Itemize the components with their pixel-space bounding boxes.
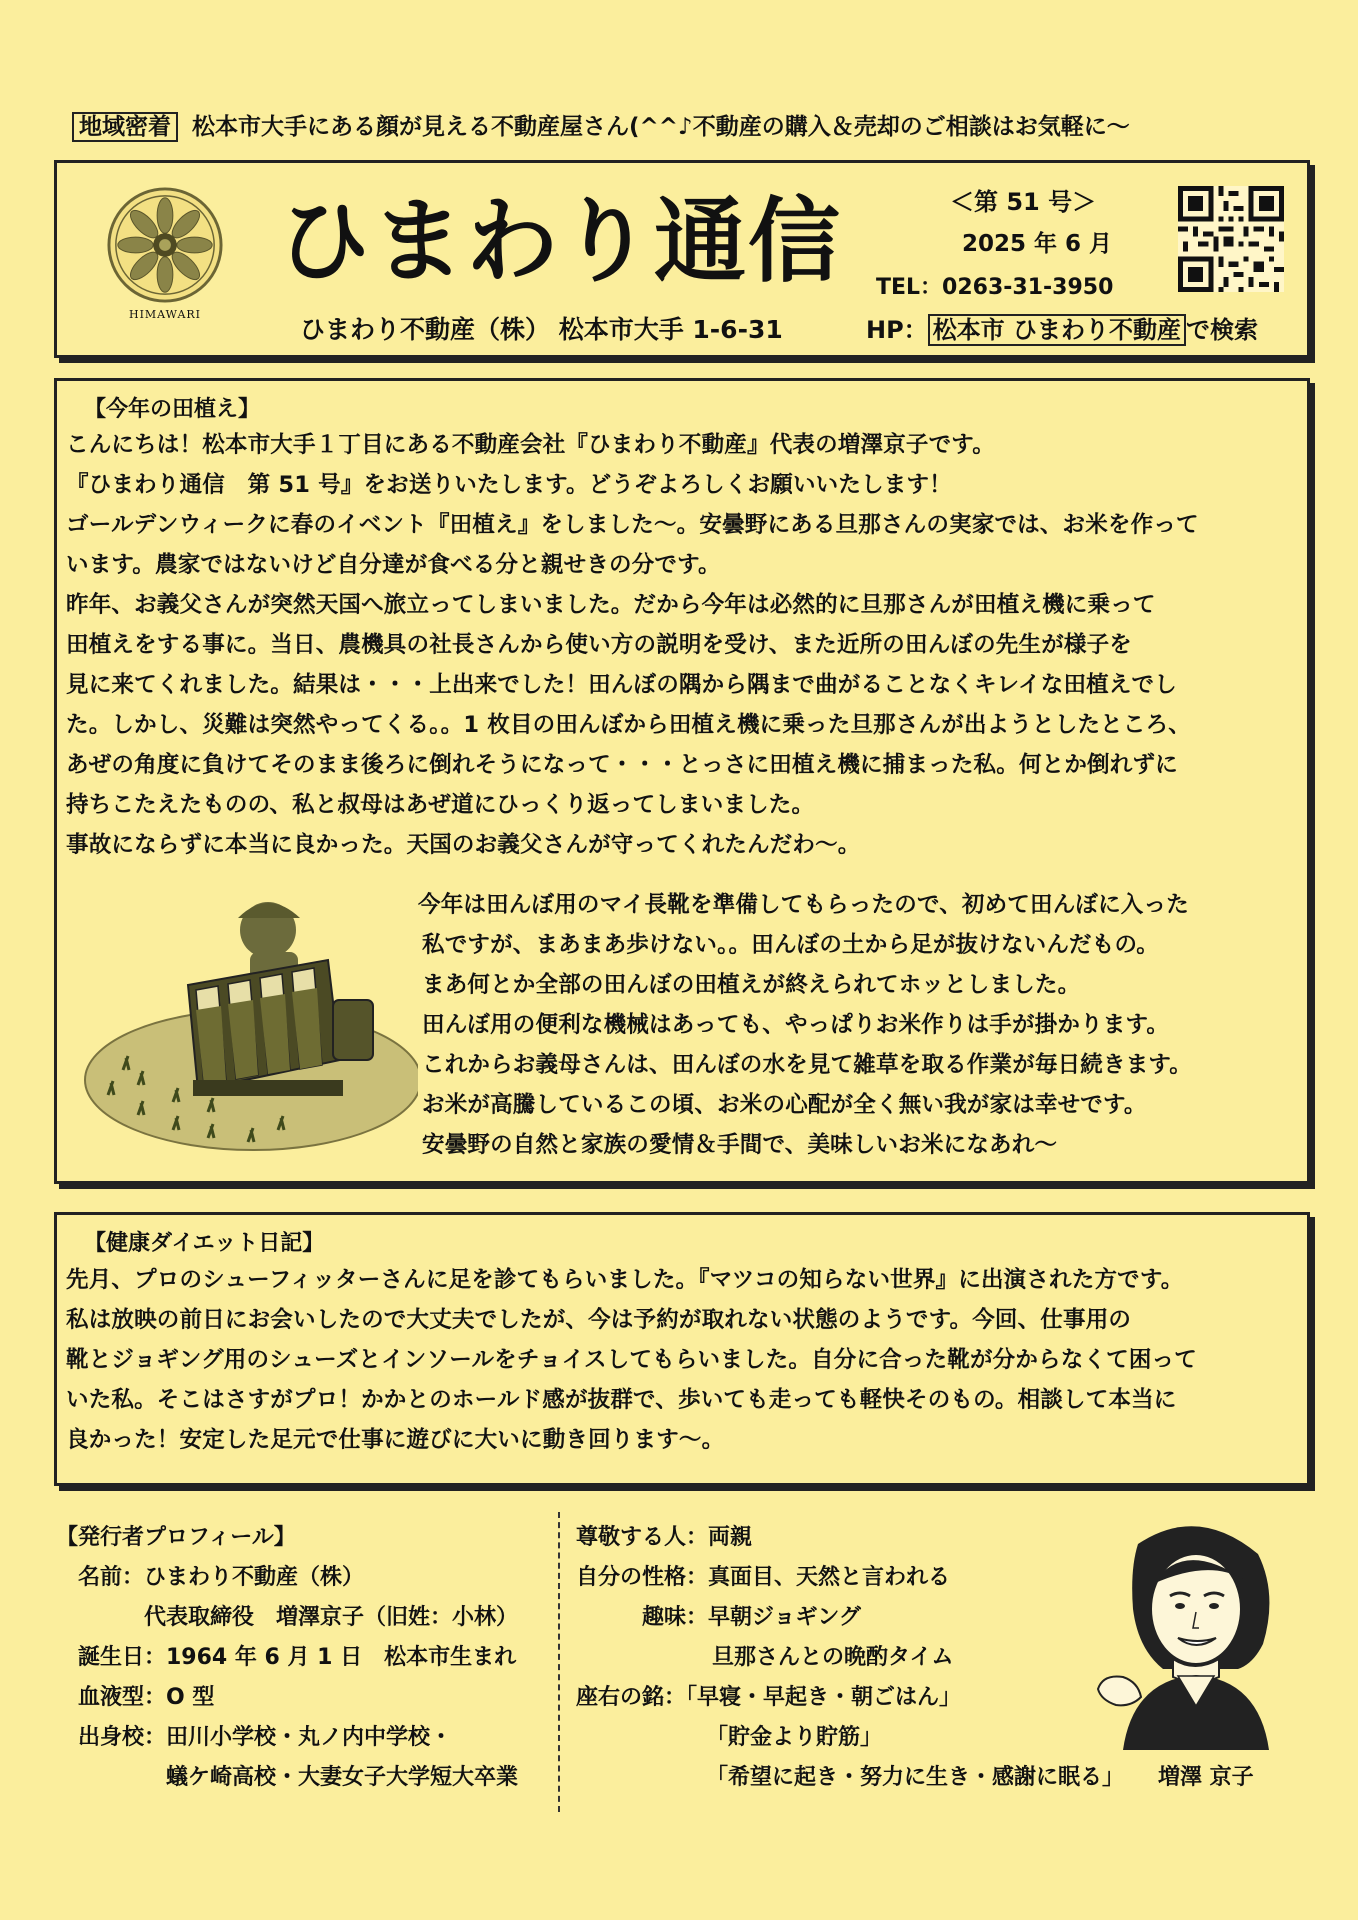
article1-line: 私ですが、まあまあ歩けない。。田んぼの土から足が抜けないんだもの。 [422, 932, 1159, 958]
profile-heading: 【発行者プロフィール】 [56, 1525, 296, 1550]
article1-line: 昨年、お義父さんが突然天国へ旅立ってしまいました。だから今年は必然的に旦那さんが田植え機に乗って [66, 592, 1156, 618]
article1-line: 持ちこたえたものの、私と叔母はあぜ道にひっくり返ってしまいました。 [66, 792, 815, 818]
sunflower-logo-icon [106, 186, 224, 304]
article1-line: こんにちは！松本市大手１丁目にある不動産会社『ひまわり不動産』代表の増澤京子です。 [66, 432, 995, 458]
article1-line: 事故にならずに本当に良かった。天国のお義父さんが守ってくれたんだわ～。 [66, 832, 861, 858]
logo-text: HIMAWARI [128, 308, 202, 321]
author-signature: 増澤 京子 [1158, 1765, 1254, 1790]
profile-divider [558, 1512, 560, 1812]
profile-left-line: 出身校：田川小学校・丸ノ内中学校・ [78, 1725, 453, 1750]
article1-heading: 【今年の田植え】 [84, 397, 261, 422]
rice-planter-illustration [78, 880, 418, 1160]
author-portrait-illustration [1078, 1514, 1310, 1750]
tagline-badge: 地域密着 [72, 112, 178, 142]
article1-line: お米が高騰しているこの頃、お米の心配が全く無い我が家は幸せです。 [422, 1092, 1147, 1118]
issue-number: ＜第 51 号＞ [950, 188, 1097, 216]
hp-label: HP： [866, 316, 928, 344]
profile-right-line: 「貯金より貯筋」 [706, 1725, 883, 1750]
article1-line: 田植えをする事に。当日、農機具の社長さんから使い方の説明を受け、また近所の田んぼの先生が様子を [66, 632, 1133, 658]
article1-line: まあ何とか全部の田んぼの田植えが終えられてホッとしました。 [422, 972, 1081, 998]
article2-heading: 【健康ダイエット日記】 [84, 1231, 325, 1256]
profile-left-line: 名前：ひまわり不動産（株） [78, 1565, 365, 1590]
homepage-search-hint [866, 310, 1258, 345]
profile-right-line: 尊敬する人：両親 [576, 1525, 753, 1550]
article1-line: これからお義母さんは、田んぼの水を見て雑草を取る作業が毎日続きます。 [422, 1052, 1193, 1078]
profile-left-line: 誕生日：1964 年 6 月 1 日 松本市生まれ [78, 1645, 517, 1670]
tagline-text: 松本市大手にある顔が見える不動産屋さん(^^♪不動産の購入＆売却のご相談はお気軽に～ [192, 114, 1130, 140]
newsletter-title: ひまわり通信 [278, 188, 843, 295]
article1-line: 『ひまわり通信 第 51 号』をお送りいたします。どうぞよろしくお願いいたします！ [66, 472, 952, 498]
article1-line: 安曇野の自然と家族の愛情＆手間で、美味しいお米になあれ～ [422, 1132, 1058, 1158]
hp-suffix: で検索 [1186, 316, 1259, 344]
article2-line: 私は放映の前日にお会いしたので大丈夫でしたが、今は予約が取れない状態のようです。今回、仕事用の [66, 1307, 1132, 1333]
qr-code-icon[interactable] [1178, 186, 1284, 292]
hp-search-terms: 松本市 ひまわり不動産 [928, 314, 1186, 346]
profile-left-line: 血液型：O 型 [78, 1685, 215, 1710]
article2-line: 先月、プロのシューフィッターさんに足を診てもらいました。『マツコの知らない世界』に出演された方です。 [66, 1267, 1184, 1293]
article1-line: います。農家ではないけど自分達が食べる分と親せきの分です。 [66, 552, 721, 578]
article1-line: あぜの角度に負けてそのまま後ろに倒れそうになって・・・とっさに田植え機に捕まった私。何とか倒れずに [66, 752, 1178, 778]
article1-line: 見に来てくれました。結果は・・・上出来でした！田んぼの隅から隅まで曲がることなくキレイな田植えでし [66, 672, 1177, 698]
issue-date: 2025 年 6 月 [962, 231, 1113, 257]
article2-line: いた私。そこはさすがプロ！かかとのホールド感が抜群で、歩いても走っても軽快そのもの。相談して本当に [66, 1387, 1177, 1413]
profile-right-line: 趣味：早朝ジョギング [642, 1605, 861, 1630]
profile-right-line: 座右の銘：「早寝・早起き・朝ごはん」 [576, 1685, 962, 1710]
profile-left-line: 蟻ケ崎高校・大妻女子大学短大卒業 [166, 1765, 519, 1790]
profile-right-line: 「希望に起き・努力に生き・感謝に眠る」 [706, 1765, 1125, 1790]
profile-left-line: 代表取締役 増澤京子（旧姓：小林） [144, 1605, 519, 1630]
article1-line: た。しかし、災難は突然やってくる。。1 枚目の田んぼから田植え機に乗った旦那さんが出ようとしたところ、 [66, 712, 1191, 738]
phone-number: TEL：0263-31-3950 [876, 275, 1114, 300]
article2-line: 良かった！安定した足元で仕事に遊びに大いに動き回ります～。 [66, 1427, 725, 1453]
article2-line: 靴とジョギング用のシューズとインソールをチョイスしてもらいました。自分に合った靴が分からなくて困って [66, 1347, 1197, 1373]
company-address: ひまわり不動産（株） 松本市大手 1-6-31 [300, 315, 783, 344]
article1-line: 田んぼ用の便利な機械はあっても、やっぱりお米作りは手が掛かります。 [422, 1012, 1170, 1038]
article1-line: 今年は田んぼ用のマイ長靴を準備してもらったので、初めて田んぼに入った [418, 892, 1189, 918]
article1-line: ゴールデンウィークに春のイベント『田植え』をしました～。安曇野にある旦那さんの実家では、お米を作って [66, 512, 1199, 538]
profile-right-line: 旦那さんとの晩酌タイム [712, 1645, 954, 1670]
tagline [72, 108, 1302, 142]
profile-right-line: 自分の性格：真面目、天然と言われる [576, 1565, 951, 1590]
